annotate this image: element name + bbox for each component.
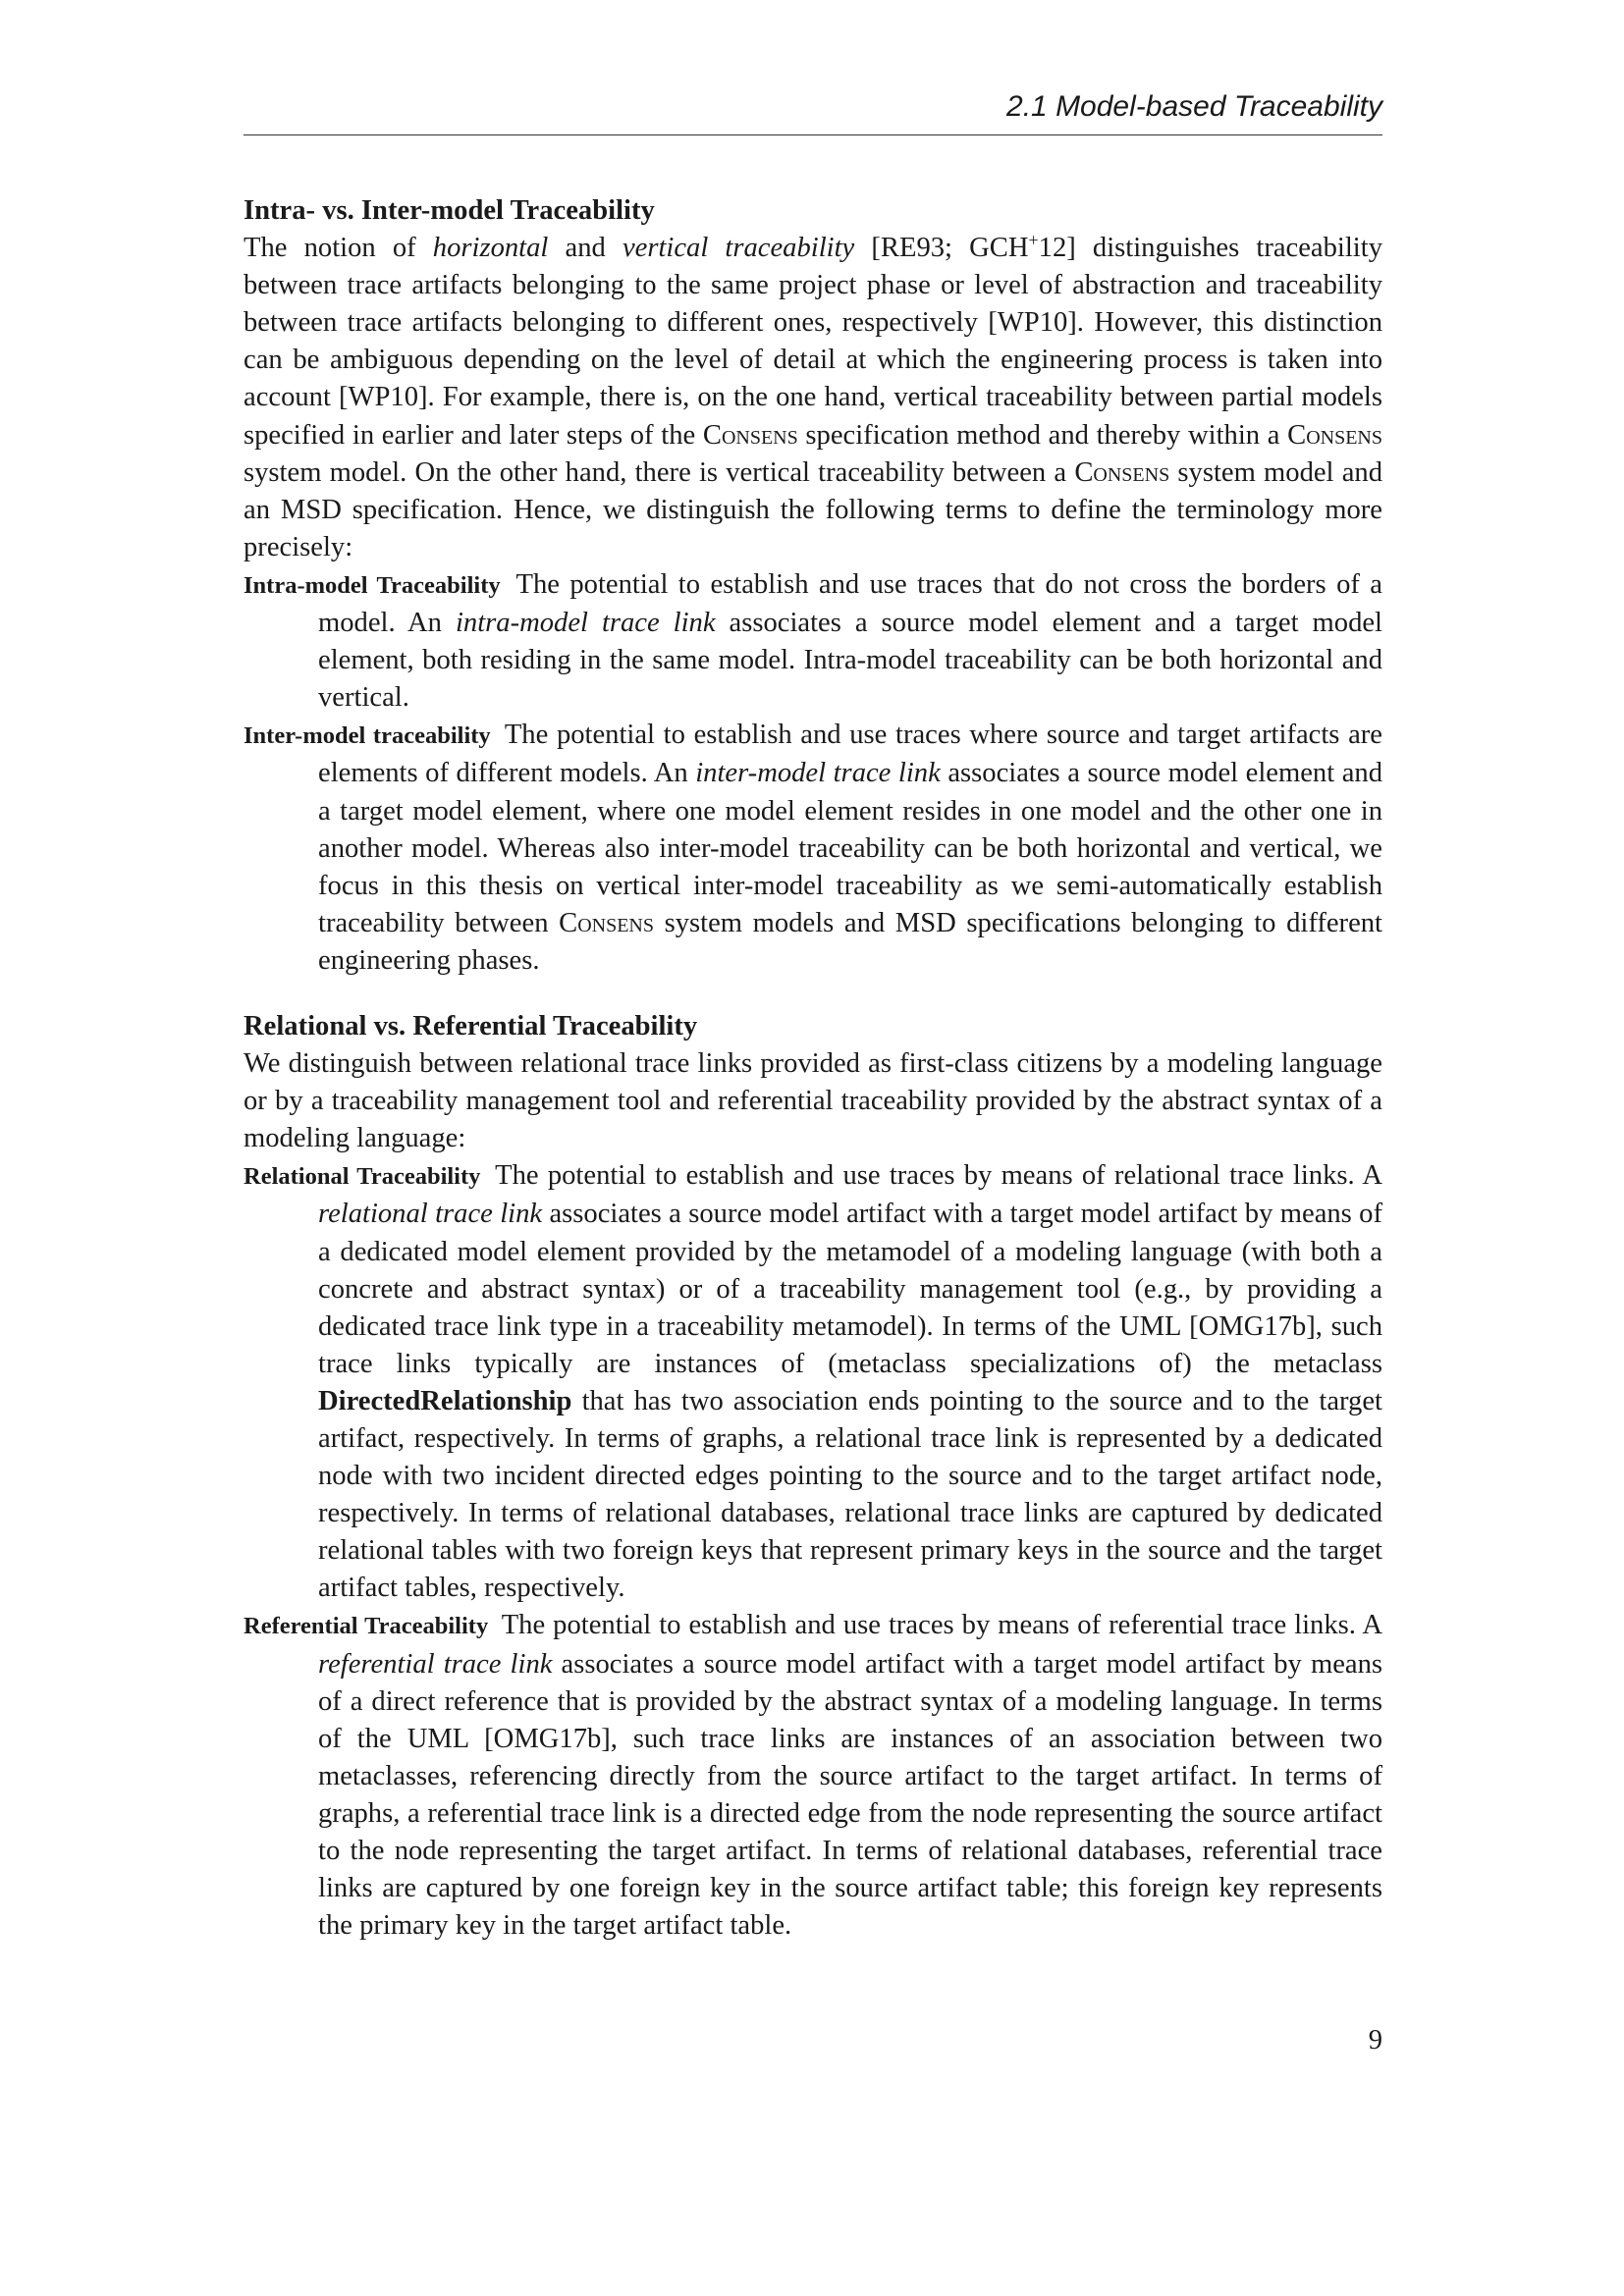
section2-intro-paragraph: We distinguish between relational trace links provided as first-class citizens by a modeling language or by a traceability management tool and referential traceability provided by the abstract syntax of a modeling language: [244, 1048, 1382, 1154]
definition-term: Intra-model Traceability [244, 571, 501, 599]
definition-inter-model-traceability: Inter-model traceability The potential to establish and use traces where source and target artifacts are elements of different models. An inter-model trace link associates a source model element and a target model element, where one model element resides in one model and the other one in another model. Whereas also inter-model traceability can be both horizontal and vertical, we focus in this thesis on vertical inter-model traceability as we semi-automatically establish traceability between Consens system models and MSD specifications belonging to different engineering phases. [244, 720, 1383, 976]
running-header: 2.1 Model-based Traceability [1006, 90, 1382, 123]
definition-term: Referential Traceability [244, 1613, 489, 1640]
section-heading-intra-inter: Intra- vs. Inter-model Traceability [244, 195, 655, 226]
section-spacer [244, 980, 1382, 1008]
section1-intro-paragraph: The notion of horizontal and vertical traceability [RE93; GCH+12] distinguishes traceability between trace artifacts belonging to the same project phase or level of abstraction and traceability between trace artifacts belonging to different ones, respectively [WP10]. However, this distinction can be ambiguous depending on the level of detail at which the engineering process is taken into account [WP10]. For example, there is, on the one hand, vertical traceability between partial models specified in earlier and later steps of the Consens specification method and thereby within a Consens system model. On the other hand, there is vertical traceability between a Consens system model and an MSD specification. Hence, we distinguish the following terms to define the terminology more precisely: [244, 230, 1382, 562]
section-heading-relational-referential: Relational vs. Referential Traceability [244, 1010, 698, 1041]
header-rule [244, 134, 1382, 135]
definition-referential-traceability: Referential Traceability The potential to establish and use traces by means of referential trace links. A referential trace link associates a source model artifact with a target model artifact by means of a direct reference that is provided by the abstract syntax of a modeling language. In terms of the UML [OMG17b], such trace links are instances of an association between two metaclasses, referencing directly from the source artifact to the target artifact. In terms of graphs, a referential trace link is a directed edge from the node representing the source artifact to the node representing the target artifact. In terms of relational databases, referential trace links are captured by one foreign key in the source artifact table; this foreign key represents the primary key in the target artifact table. [244, 1610, 1382, 1942]
definition-relational-traceability: Relational Traceability The potential to establish and use traces by means of relational trace links. A relational trace link associates a source model artifact with a target model artifact by means of a dedicated model element provided by the metamodel of a modeling language (with both a concrete and abstract syntax) or of a traceability management tool (e.g., by providing a dedicated trace link type in a traceability metamodel). In terms of the UML [OMG17b], such trace links typically are instances of (metaclass specializations of) the metaclass DirectedRelationship that has two association ends pointing to the source and to the target artifact, respectively. In terms of graphs, a relational trace link is represented by a dedicated node with two incident directed edges pointing to the source and to the target artifact node, respectively. In terms of relational databases, relational trace links are captured by dedicated relational tables with two foreign keys that represent primary keys in the source and the target artifact tables, respectively. [244, 1160, 1383, 1604]
definition-term: Relational Traceability [244, 1163, 481, 1191]
definition-intra-model-traceability: Intra-model Traceability The potential to establish and use traces that do not cross the borders of a model. An intra-model trace link associates a source model element and a target model element, both residing in the same model. Intra-model traceability can be both horizontal and vertical. [244, 568, 1383, 714]
definition-term: Inter-model traceability [244, 722, 491, 750]
page-number: 9 [1368, 2025, 1382, 2056]
page-body [244, 192, 1382, 1945]
